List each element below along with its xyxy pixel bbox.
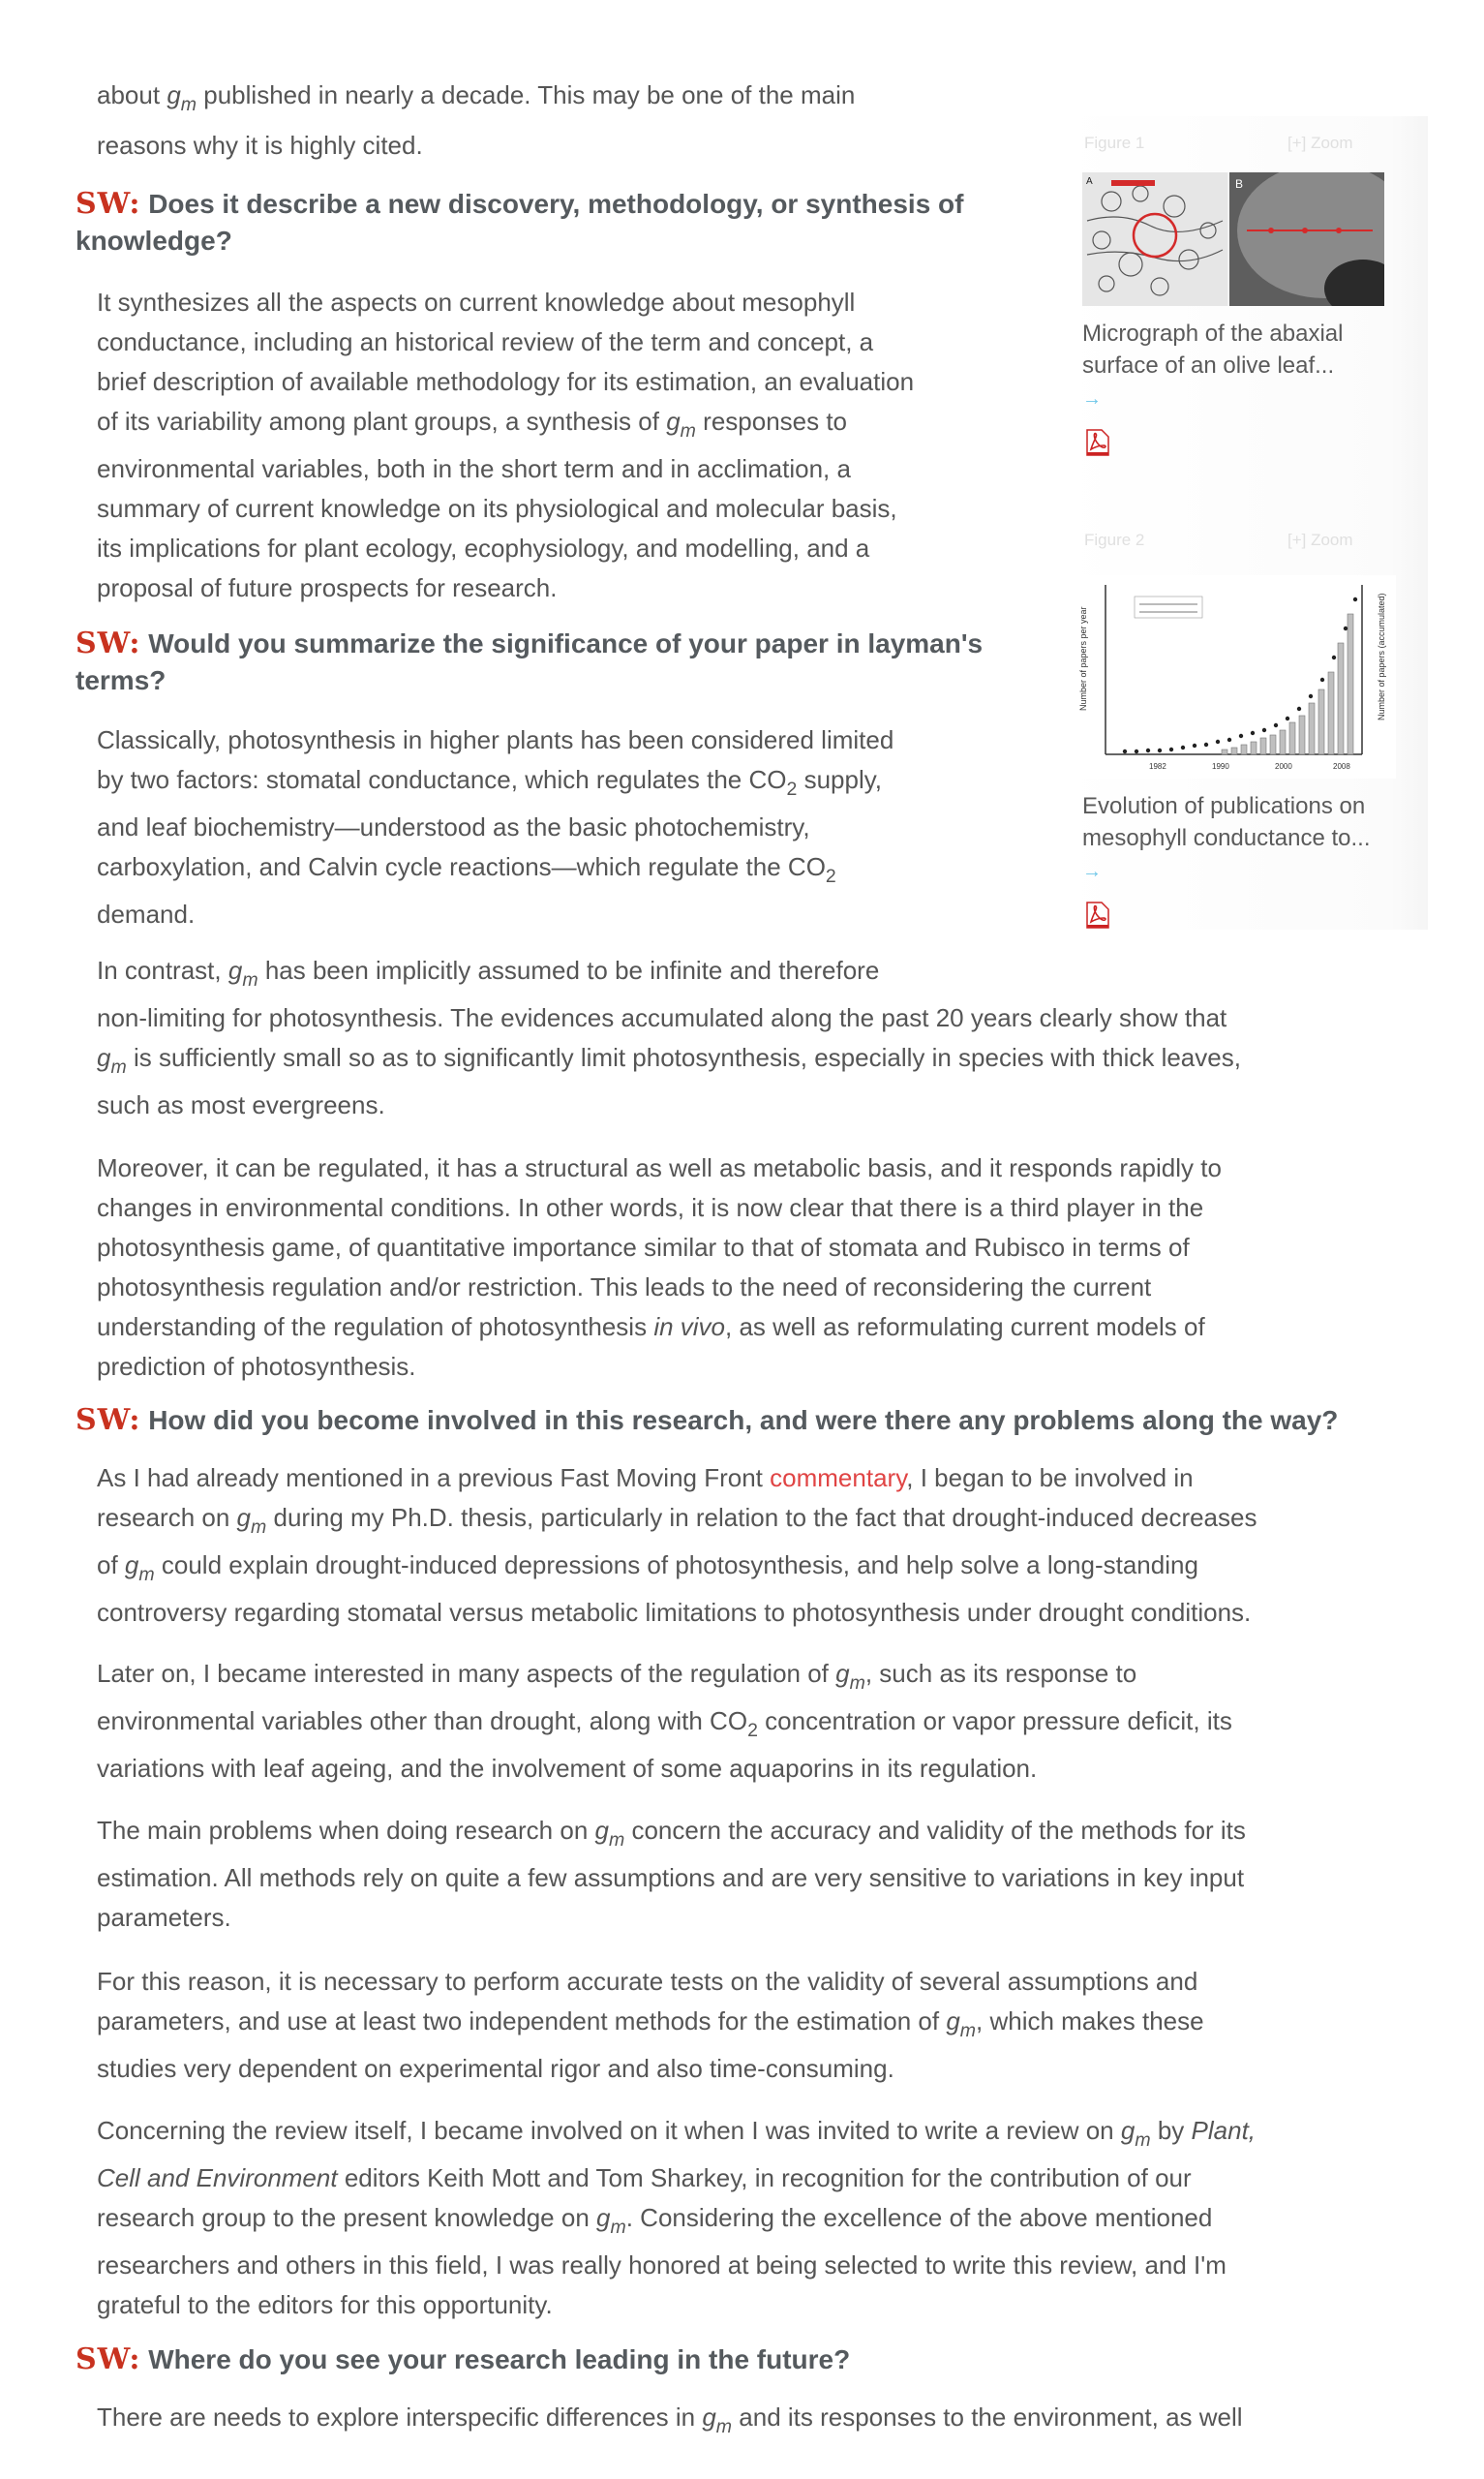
figure-1-caption[interactable]: Micrograph of the abaxial surface of an olive leaf... → bbox=[1082, 321, 1344, 410]
svg-text:2008: 2008 bbox=[1333, 762, 1350, 771]
answer-4-line-6: prediction of photosynthesis. bbox=[97, 1352, 416, 1381]
figure-1-thumbnail[interactable] bbox=[1082, 172, 1384, 306]
answer-6-line-1: Later on, I became interested in many aspects of the regulation of $g_m$, such as its response to bbox=[97, 1659, 1137, 1694]
answer-8-line-3: studies very dependent on experimental rigor and also time-consuming. bbox=[97, 2054, 894, 2083]
sw-label: SW: bbox=[76, 1403, 141, 1437]
answer-9-line-4: researchers and others in this field, I was really honored at being selected to write this review, and I'm bbox=[97, 2250, 1227, 2280]
answer-1-line-6: summary of current knowledge on its physiological and molecular basis, bbox=[97, 494, 897, 523]
arrow-right-icon[interactable]: → bbox=[1082, 861, 1102, 882]
answer-3-line-4: such as most evergreens. bbox=[97, 1090, 385, 1119]
answer-1-line-5: environmental variables, both in the short term and in acclimation, a bbox=[97, 454, 851, 483]
answer-7-line-2: estimation. All methods rely on quite a few assumptions and are very sensitive to variations in key input bbox=[97, 1863, 1245, 1892]
answer-4-line-1: Moreover, it can be regulated, it has a structural as well as metabolic basis, and it responds rapidly to bbox=[97, 1153, 1222, 1182]
answer-1-line-2: conductance, including an historical review of the term and concept, a bbox=[97, 327, 874, 356]
answer-1-line-8: proposal of future prospects for research. bbox=[97, 573, 558, 602]
answer-3-line-3: $g_m$ is sufficiently small so as to significantly limit photosynthesis, especially in species with thick leaves, bbox=[97, 1043, 1241, 1078]
intro-line-1: about $g_m$ published in nearly a decade. This may be one of the main bbox=[97, 80, 856, 115]
sw-label: SW: bbox=[76, 627, 141, 660]
answer-5-line-1: As I had already mentioned in a previous Fast Moving Front commentary, I began to be involved in bbox=[97, 1463, 1194, 1492]
answer-2-line-3: and leaf biochemistry—understood as the basic photochemistry, bbox=[97, 812, 810, 842]
answer-1-line-1: It synthesizes all the aspects on current knowledge about mesophyll bbox=[97, 288, 856, 317]
svg-text:1990: 1990 bbox=[1212, 762, 1229, 771]
answer-6-line-2: environmental variables other than drought, along with $CO_2$ concentration or vapor pressure deficit, its bbox=[97, 1706, 1232, 1741]
pdf-icon[interactable] bbox=[1084, 901, 1111, 930]
answer-3-line-2: non-limiting for photosynthesis. The evidences accumulated along the past 20 years clearly show that bbox=[97, 1003, 1227, 1032]
figure-2-caption[interactable]: Evolution of publications on mesophyll conductance to... → bbox=[1082, 793, 1371, 882]
svg-text:B: B bbox=[1235, 177, 1244, 191]
answer-4-line-5: understanding of the regulation of photosynthesis in vivo, as well as reformulating current models of bbox=[97, 1312, 1205, 1341]
answer-5-line-4: controversy regarding stomatal versus metabolic limitations to photosynthesis under drought conditions. bbox=[97, 1598, 1252, 1627]
answer-4-line-4: photosynthesis regulation and/or restriction. This leads to the need of reconsidering the current bbox=[97, 1272, 1152, 1301]
figure-2-thumbnail[interactable] bbox=[1076, 575, 1396, 779]
svg-text:1982: 1982 bbox=[1149, 762, 1166, 771]
answer-7-line-1: The main problems when doing research on $g_m$ concern the accuracy and validity of the methods for its bbox=[97, 1816, 1246, 1851]
sw-label: SW: bbox=[76, 2342, 141, 2376]
question-2: SW: Would you summarize the significance of your paper in layman's terms? bbox=[76, 627, 984, 695]
answer-9-line-5: grateful to the editors for this opportunity. bbox=[97, 2290, 553, 2319]
answer-2-line-4: carboxylation, and Calvin cycle reactions—which regulate the $CO_2$ bbox=[97, 852, 836, 887]
answer-3-line-1: In contrast, $g_m$ has been implicitly assumed to be infinite and therefore bbox=[97, 956, 880, 991]
figure-2-label: Figure 2 bbox=[1084, 531, 1145, 549]
arrow-right-icon[interactable]: → bbox=[1082, 388, 1102, 410]
question-1: SW: Does it describe a new discovery, methodology, or synthesis of knowledge? bbox=[76, 187, 964, 256]
commentary-link[interactable]: commentary bbox=[770, 1463, 907, 1492]
intro-line-2: reasons why it is highly cited. bbox=[97, 131, 423, 160]
answer-4-line-3: photosynthesis game, of quantitative importance similar to that of stomata and Rubisco in terms of bbox=[97, 1233, 1190, 1262]
answer-2-line-1: Classically, photosynthesis in higher plants has been considered limited bbox=[97, 725, 894, 754]
svg-text:Number of papers (accumulated): Number of papers (accumulated) bbox=[1377, 593, 1386, 720]
svg-text:2000: 2000 bbox=[1275, 762, 1292, 771]
svg-text:A: A bbox=[1086, 176, 1093, 187]
question-3: SW: How did you become involved in this research, and were there any problems along the way? bbox=[76, 1403, 1339, 1437]
answer-6-line-3: variations with leaf ageing, and the involvement of some aquaporins in its regulation. bbox=[97, 1754, 1038, 1783]
answer-9-line-1: Concerning the review itself, I became involved on it when I was invited to write a review on $g_m$ by Plant, bbox=[97, 2116, 1257, 2151]
answer-10-line-1: There are needs to explore interspecific differences in $g_m$ and its responses to the environment, as well bbox=[97, 2402, 1243, 2437]
answer-1-line-4: of its variability among plant groups, a synthesis of $g_m$ responses to bbox=[97, 407, 848, 442]
answer-5-line-3: of $g_m$ could explain drought-induced depressions of photosynthesis, and help solve a long-standing bbox=[97, 1550, 1198, 1585]
answer-8-line-2: parameters, and use at least two independent methods for the estimation of $g_m$, which makes these bbox=[97, 2006, 1204, 2041]
svg-text:Number of papers per year: Number of papers per year bbox=[1078, 606, 1088, 711]
answer-4-line-2: changes in environmental conditions. In other words, it is now clear that there is a third player in the bbox=[97, 1193, 1204, 1222]
answer-9-line-3: research group to the present knowledge on $g_m$. Considering the excellence of the above mentioned bbox=[97, 2203, 1213, 2238]
answer-8-line-1: For this reason, it is necessary to perform accurate tests on the validity of several assumptions and bbox=[97, 1967, 1198, 1996]
answer-2-line-2: by two factors: stomatal conductance, which regulates the $CO_2$ supply, bbox=[97, 765, 883, 800]
answer-2-line-5: demand. bbox=[97, 900, 196, 929]
pdf-icon[interactable] bbox=[1084, 428, 1111, 457]
answer-9-line-2: Cell and Environment editors Keith Mott and Tom Sharkey, in recognition for the contribution of our bbox=[97, 2163, 1192, 2192]
sw-label: SW: bbox=[76, 187, 141, 221]
question-4: SW: Where do you see your research leading in the future? bbox=[76, 2342, 851, 2376]
figure-1-zoom-label[interactable]: [+] Zoom bbox=[1287, 134, 1353, 152]
figure-2-zoom-label[interactable]: [+] Zoom bbox=[1287, 531, 1353, 549]
figure-1-label: Figure 1 bbox=[1084, 134, 1145, 152]
answer-1-line-7: its implications for plant ecology, ecophysiology, and modelling, and a bbox=[97, 534, 870, 563]
answer-5-line-2: research on $g_m$ during my Ph.D. thesis, particularly in relation to the fact that drought-induced decreases bbox=[97, 1503, 1257, 1538]
answer-1-line-3: brief description of available methodology for its estimation, an evaluation bbox=[97, 367, 915, 396]
answer-7-line-3: parameters. bbox=[97, 1903, 231, 1932]
